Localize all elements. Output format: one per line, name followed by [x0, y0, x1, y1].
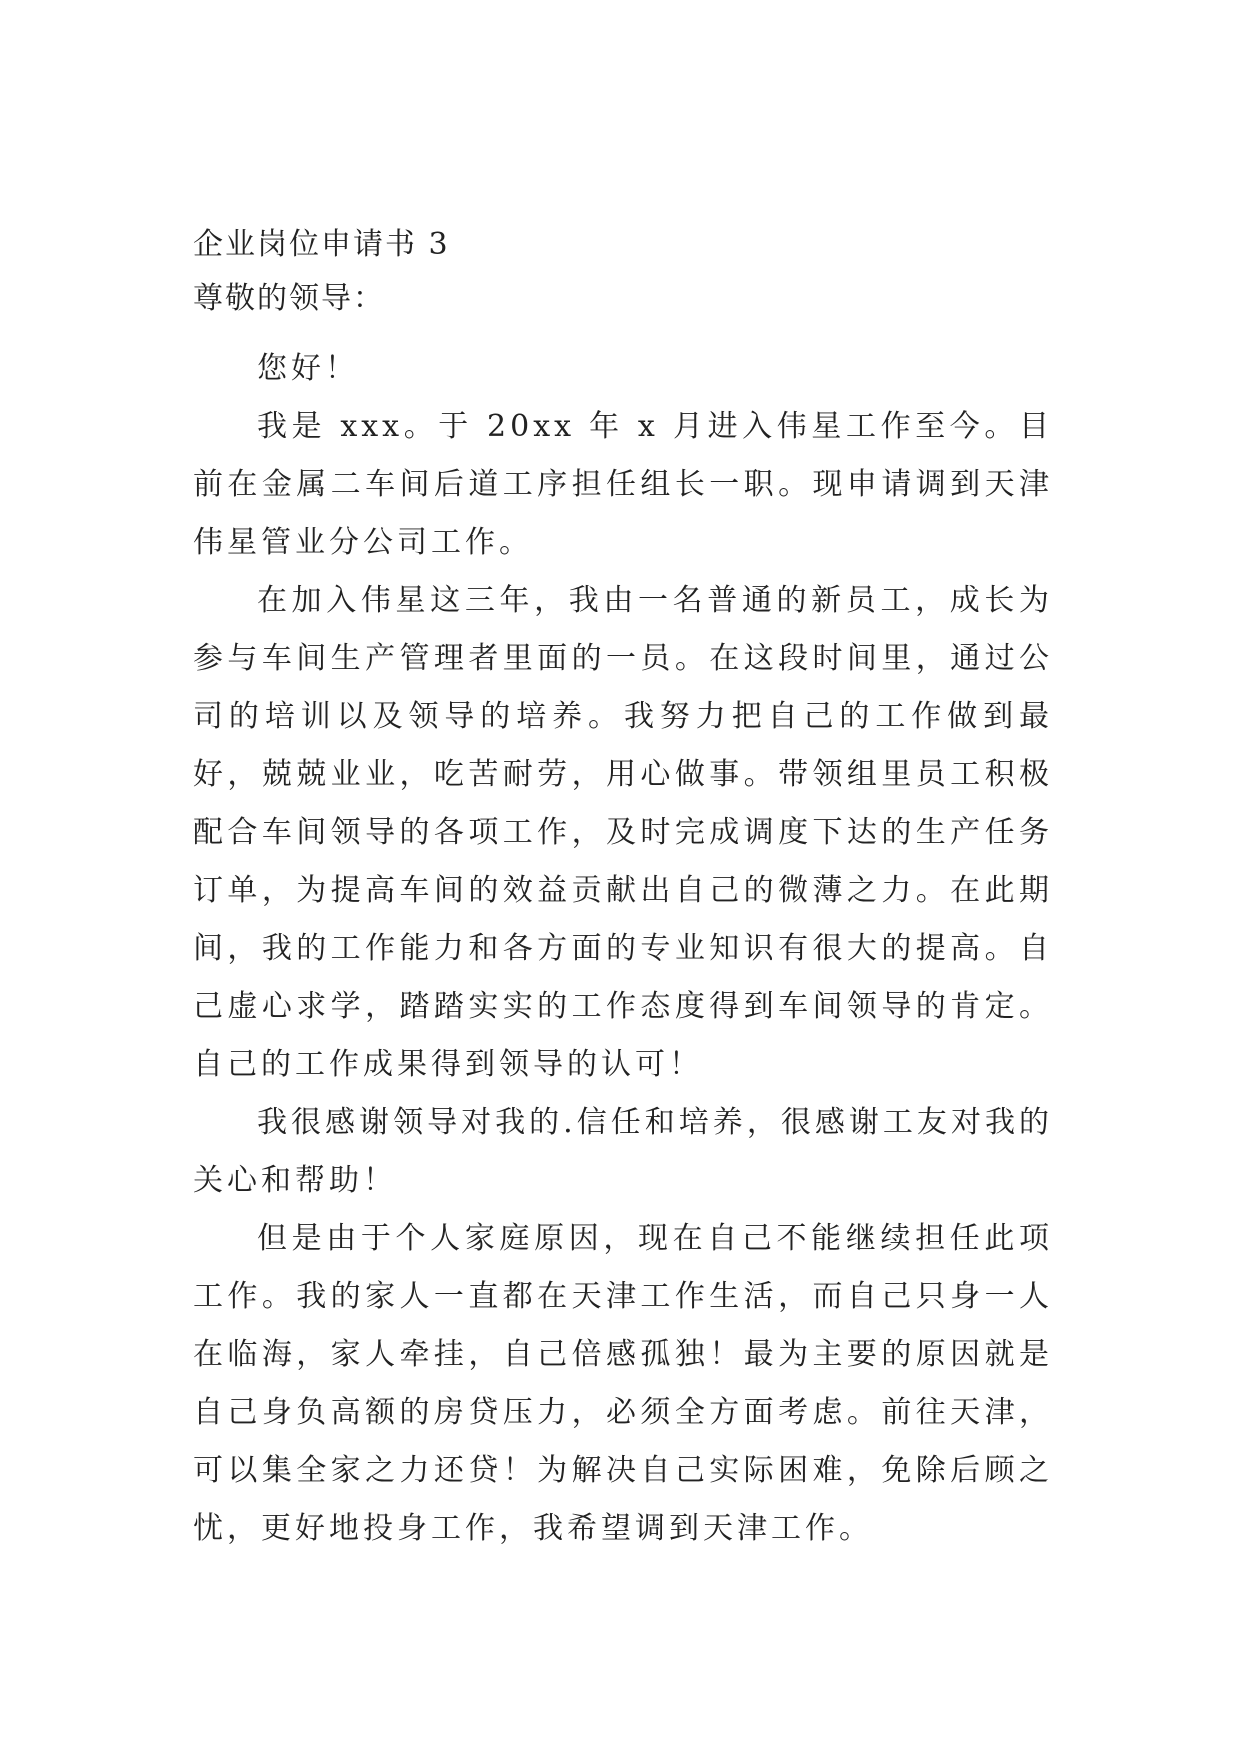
document-title: 企业岗位申请书 3	[193, 227, 450, 262]
salutation: 尊敬的领导：	[193, 281, 385, 316]
paragraph-thanks: 我很感谢领导对我的.信任和培养，很感谢工友对我的关心和帮助！	[193, 1105, 1053, 1198]
paragraph-greeting: 您好！	[257, 351, 359, 386]
document-body	[193, 218, 1053, 1558]
paragraph-introduction: 我是 xxx。于 20xx 年 x 月进入伟星工作至今。目前在金属二车间后道工序担任组长一职。现申请调到天津伟星管业分公司工作。	[193, 409, 1053, 560]
paragraph-reason: 但是由于个人家庭原因，现在自己不能继续担任此项工作。我的家人一直都在天津工作生活，而自己只身一人在临海，家人牵挂，自己倍感孤独！最为主要的原因就是自己身负高额的房贷压力，必须全方面考虑。前往天津，可以集全家之力还贷！为解决自己实际困难，免除后顾之忧，更好地投身工作，我希望调到天津工作。	[193, 1221, 1053, 1546]
paragraph-experience: 在加入伟星这三年，我由一名普通的新员工，成长为参与车间生产管理者里面的一员。在这段时间里，通过公司的培训以及领导的培养。我努力把自己的工作做到最好，兢兢业业，吃苦耐劳，用心做事。带领组里员工积极配合车间领导的各项工作，及时完成调度下达的生产任务订单，为提高车间的效益贡献出自己的微薄之力。在此期间，我的工作能力和各方面的专业知识有很大的提高。自己虚心求学，踏踏实实的工作态度得到车间领导的肯定。自己的工作成果得到领导的认可！	[193, 583, 1053, 1082]
